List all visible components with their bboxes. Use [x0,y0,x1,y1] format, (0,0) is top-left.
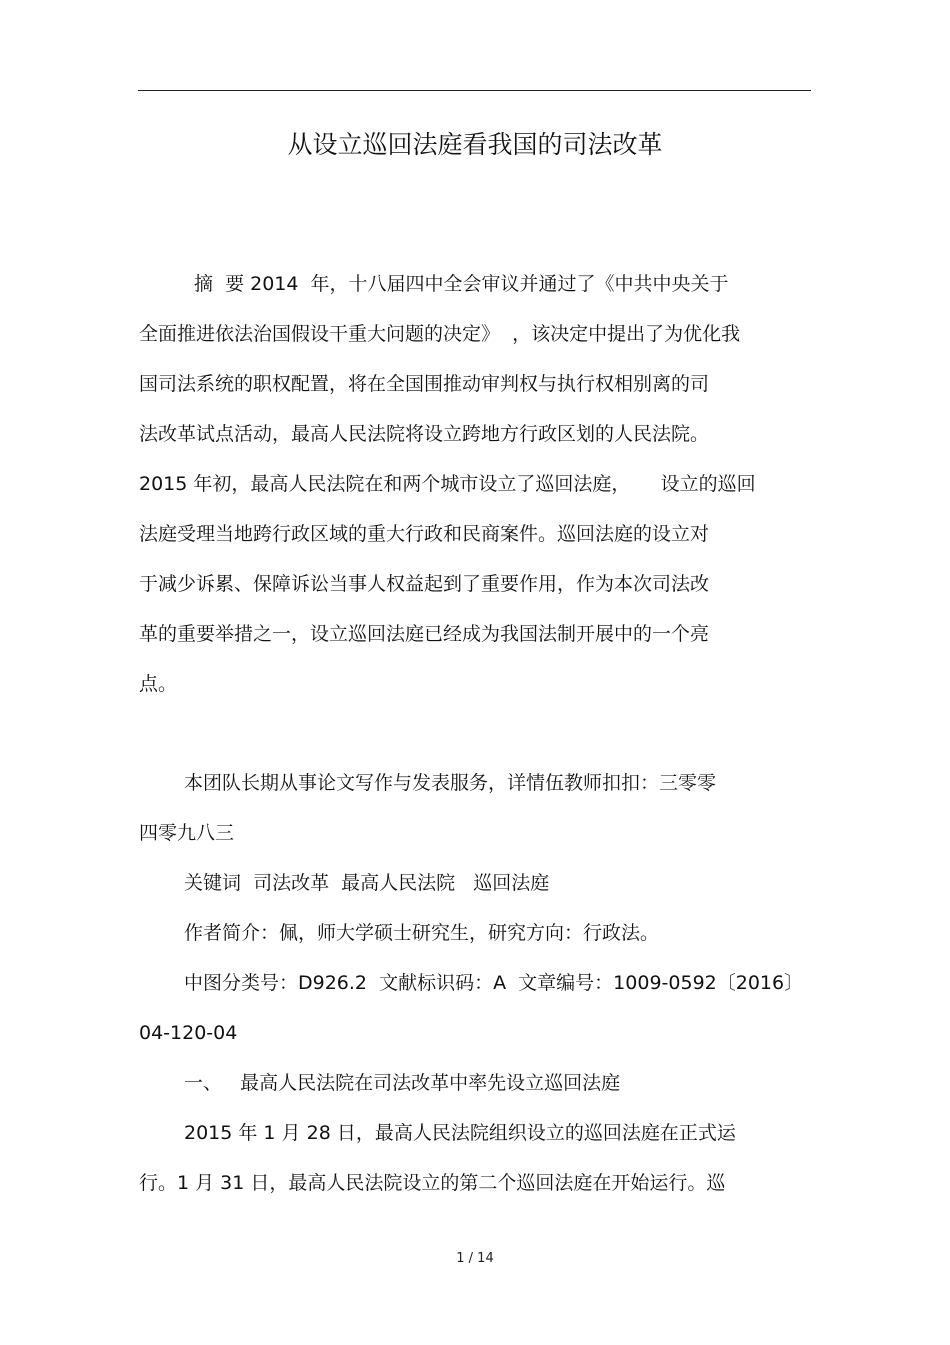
classification-line: 04-120-04 [139,1022,238,1044]
abstract-line: 革的重要举措之一，设立巡回法庭已经成为我国法制开展中的一个亮 [139,623,710,645]
abstract-line: 全面推进依法治国假设干重大问题的决定》 ，该决定中提出了为优化我 [139,323,741,345]
abstract-line: 国司法系统的职权配置，将在全国围推动审判权与执行权相别离的司 [139,373,710,395]
classification-line: 中图分类号：D926.2 文献标识码：A 文章编号：1009-0592〔2016〕 [184,972,804,994]
service-note-line: 四零九八三 [139,822,235,844]
abstract-line: 法改革试点活动，最高人民法院将设立跨地方行政区划的人民法院。 [139,423,710,445]
section-heading: 一、 最高人民法院在司法改革中率先设立巡回法庭 [184,1072,621,1094]
page-number: 1 / 14 [456,1251,494,1266]
abstract-line: 法庭受理当地跨行政区域的重大行政和民商案件。巡回法庭的设立对 [139,523,710,545]
abstract-line: 于减少诉累、保障诉讼当事人权益起到了重要作用，作为本次司法改 [139,573,710,595]
header-rule [138,90,811,91]
service-note-line: 本团队长期从事论文写作与发表服务，详情伍教师扣扣：三零零 [184,772,717,794]
document-title: 从设立巡回法庭看我国的司法改革 [287,130,663,159]
abstract-line: 摘 要 2014 年，十八届四中全会审议并通过了《中共中央关于 [194,273,729,295]
abstract-line: 点。 [139,673,178,695]
author-info: 作者简介：佩，师大学硕士研究生，研究方向：行政法。 [184,922,660,944]
abstract-line: 2015 年初，最高人民法院在和两个城市设立了巡回法庭， 设立的巡回 [139,473,756,495]
body-line: 行。1 月 31 日，最高人民法院设立的第二个巡回法庭在开始运行。巡 [139,1172,726,1194]
keywords: 关键词 司法改革 最高人民法院 巡回法庭 [184,872,550,894]
body-line: 2015 年 1 月 28 日，最高人民法院组织设立的巡回法庭在正式运 [184,1122,736,1144]
